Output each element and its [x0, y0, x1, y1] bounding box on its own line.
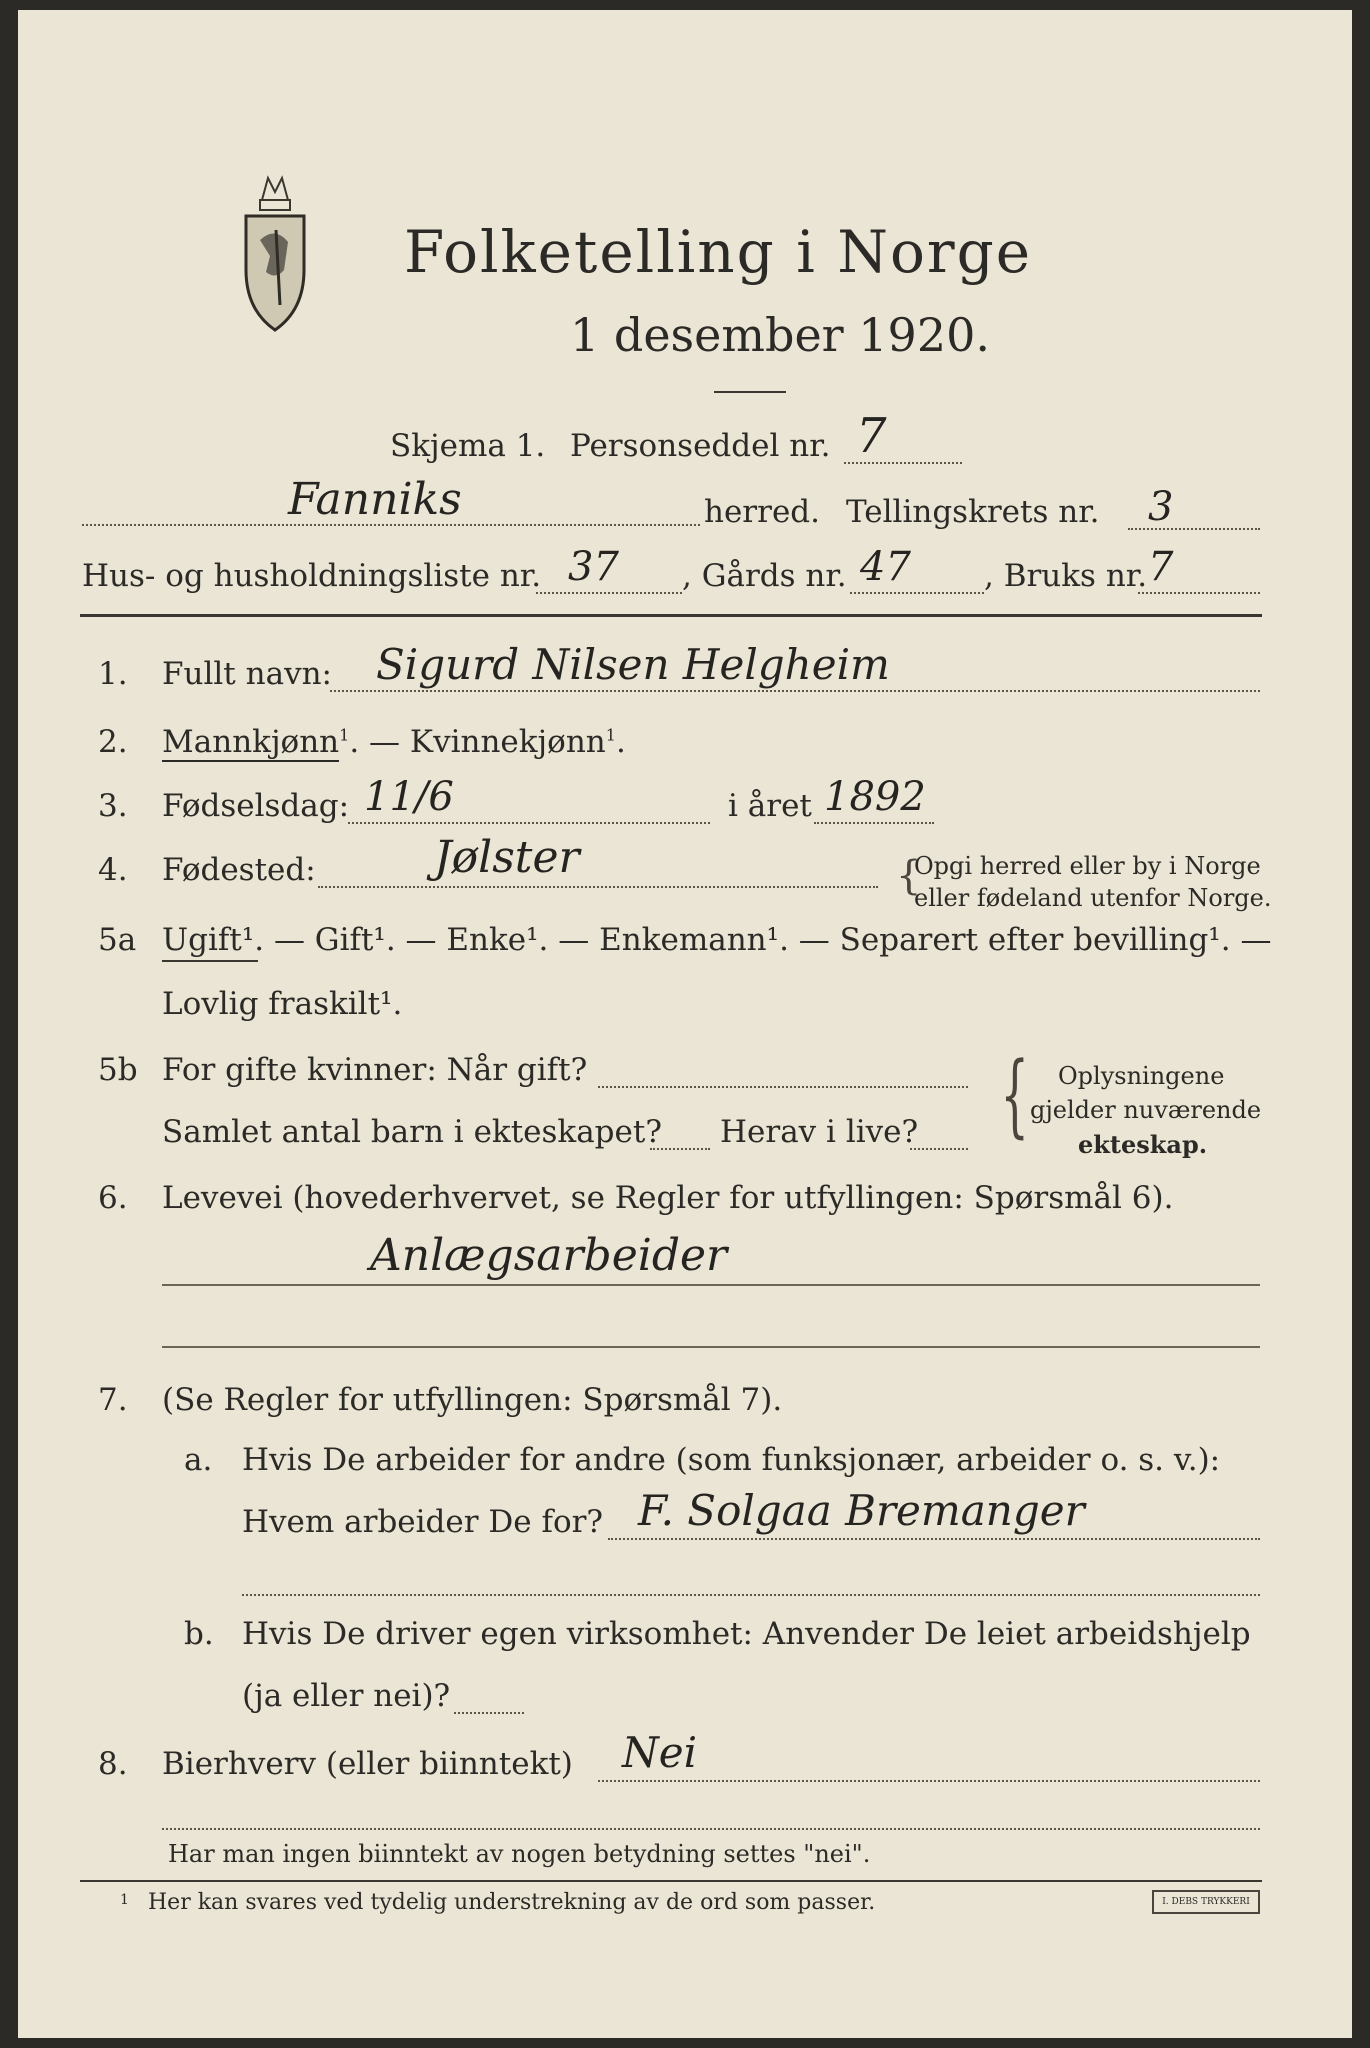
footer-note: Har man ingen biinntekt av nogen betydning settes "nei".: [168, 1840, 871, 1868]
q6-label: Levevei (hovederhvervet, se Regler for utfyllingen: Spørsmål 6).: [162, 1180, 1174, 1216]
q5b-alive-label: Herav i live?: [720, 1114, 919, 1150]
form-title: Folketelling i Norge: [404, 218, 1033, 286]
footnote-number: 1: [120, 1892, 129, 1908]
q7-label: (Se Regler for utfyllingen: Spørsmål 7).: [162, 1382, 783, 1418]
q3-year-label: i året: [728, 788, 812, 824]
footer-rule: [80, 1880, 1262, 1882]
gards-label: , Gårds nr.: [682, 558, 847, 594]
q5b-married-line: [598, 1086, 968, 1088]
q7b-number: b.: [184, 1616, 214, 1652]
footnote-text: Her kan svares ved tydelig understrekning av de ord som passer.: [148, 1890, 876, 1915]
q3-year-line: [814, 822, 934, 824]
bruks-label: , Bruks nr.: [984, 558, 1148, 594]
q4-label: Fødested:: [162, 852, 316, 888]
occupation-value: Anlægsarbeider: [370, 1230, 728, 1281]
header-rule: [80, 614, 1262, 617]
personseddel-value: 7: [856, 408, 887, 464]
birthplace-value: Jølster: [434, 832, 580, 883]
q1-number: 1.: [98, 656, 128, 692]
q7a-line: [608, 1538, 1260, 1540]
q7a-extra-line: [242, 1594, 1260, 1596]
q8-label: Bierhverv (eller biinntekt): [162, 1746, 573, 1782]
printer-stamp: I. DEBS TRYKKERI: [1152, 1890, 1260, 1914]
side-income-value: Nei: [622, 1728, 698, 1777]
q3-label: Fødselsdag:: [162, 788, 350, 824]
q3-number: 3.: [98, 788, 128, 824]
title-divider: [714, 391, 786, 393]
q8-line: [598, 1780, 1260, 1782]
hus-value: 37: [568, 544, 619, 590]
ugift-underline: [162, 960, 258, 962]
herred-value: Fanniks: [288, 474, 462, 525]
q4-note-1: Opgi herred eller by i Norge: [914, 852, 1261, 880]
q7-number: 7.: [98, 1382, 128, 1418]
q5b-note-3: ekteskap.: [1078, 1130, 1208, 1159]
q4-number: 4.: [98, 852, 128, 888]
personseddel-label: Personseddel nr.: [570, 428, 831, 464]
coat-of-arms-icon: [240, 160, 310, 340]
bruks-value: 7: [1148, 544, 1174, 590]
q5a-number: 5a: [98, 922, 137, 958]
q5b-brace: {: [1000, 1043, 1029, 1148]
q2-number: 2.: [98, 724, 128, 760]
bruks-line: [1138, 592, 1260, 594]
marital-status-line2: Lovlig fraskilt¹.: [162, 986, 403, 1022]
q8-extra-line: [162, 1828, 1260, 1830]
full-name-value: Sigurd Nilsen Helgheim: [376, 640, 890, 689]
q5b-children-line: [650, 1148, 710, 1150]
q7a-line2: Hvem arbeider De for?: [242, 1504, 604, 1540]
q2-options: [162, 724, 626, 760]
q7a-number: a.: [184, 1442, 213, 1478]
q6-number: 6.: [98, 1180, 128, 1216]
q2-end: .: [615, 724, 626, 760]
tellingskrets-value: 3: [1148, 484, 1174, 530]
q5b-alive-line: [910, 1148, 968, 1150]
hus-line: [536, 592, 682, 594]
q7a-line1: Hvis De arbeider for andre (som funksjonær, arbeider o. s. v.):: [242, 1442, 1221, 1478]
q8-number: 8.: [98, 1746, 128, 1782]
q5b-line1: For gifte kvinner: Når gift?: [162, 1052, 588, 1088]
q5b-number: 5b: [98, 1052, 138, 1088]
q4-line: [318, 886, 878, 888]
gender-female-option: Kvinnekjønn: [409, 724, 606, 760]
birthday-value: 11/6: [364, 774, 454, 820]
tellingskrets-label: Tellingskrets nr.: [846, 494, 1100, 530]
q4-note-2: eller fødeland utenfor Norge.: [914, 884, 1272, 912]
herred-label: herred.: [704, 494, 820, 530]
census-form-page: [18, 10, 1352, 2038]
q5b-note-2: gjelder nuværende: [1030, 1096, 1262, 1124]
q2-sup-1: 1: [339, 725, 350, 745]
q6-line-1: [162, 1284, 1260, 1286]
hus-label: Hus- og husholdningsliste nr.: [82, 558, 542, 594]
gender-male-option: Mannkjønn: [162, 724, 340, 760]
q7b-line2: (ja eller nei)?: [242, 1678, 451, 1714]
q7b-line: [454, 1712, 524, 1714]
q4-brace: {: [896, 853, 922, 899]
q1-line: [330, 690, 1260, 692]
skjema-label: Skjema 1.: [390, 428, 546, 464]
employer-value: F. Solgaa Bremanger: [638, 1486, 1085, 1535]
gards-line: [850, 592, 984, 594]
q5b-children-label: Samlet antal barn i ekteskapet?: [162, 1114, 662, 1150]
q7b-line1: Hvis De driver egen virksomhet: Anvender De leiet arbeidshjelp: [242, 1616, 1251, 1652]
gender-separator: . —: [349, 724, 410, 760]
q5b-note-1: Oplysningene: [1058, 1062, 1225, 1090]
q3-line: [348, 822, 710, 824]
q6-line-2: [162, 1346, 1260, 1348]
q1-label: Fullt navn:: [162, 656, 332, 692]
marital-status-options: Ugift¹. — Gift¹. — Enke¹. — Enkemann¹. — Separert efter bevilling¹. —: [162, 922, 1272, 958]
census-date: 1 desember 1920.: [570, 308, 990, 362]
birth-year-value: 1892: [824, 774, 926, 820]
q2-sup-2: 1: [605, 725, 616, 745]
gards-value: 47: [860, 544, 911, 590]
